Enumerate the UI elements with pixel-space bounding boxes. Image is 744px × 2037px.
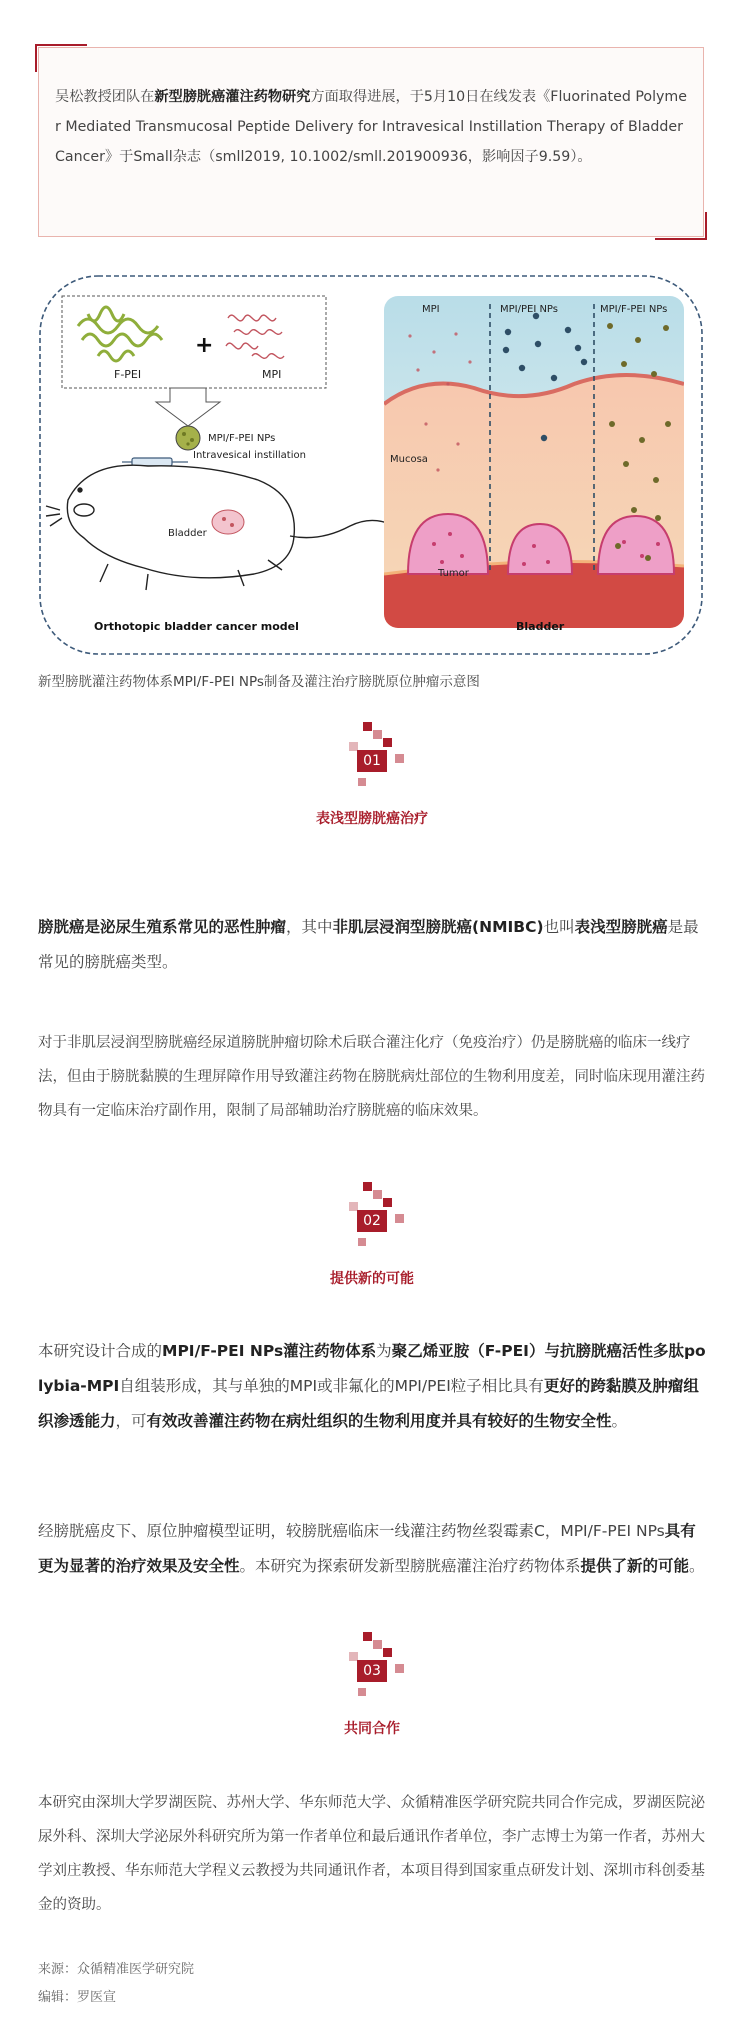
section-number: 03	[357, 1660, 387, 1682]
paragraph-research: 本研究设计合成的MPI/F-PEI NPs灌注药物体系为聚乙烯亚胺（F-PEI）与抗膀胱癌活性多肽polybia-MPI自组装形成，其与单独的MPI或非氟化的MPI/PEI粒子相比具有更好的跨黏膜及肿瘤组织渗透能力，可有效改善灌注药物在病灶组织的生物利用度并具有较好的生物安全性。	[38, 1342, 706, 1430]
section-header-01	[38, 720, 706, 840]
nps-label: MPI/F-PEI NPs	[208, 433, 276, 444]
tumor-label: Tumor	[438, 568, 469, 579]
mucosa-label: Mucosa	[390, 454, 428, 465]
schematic-figure	[38, 274, 704, 656]
col-mpi-pei-label: MPI/PEI NPs	[500, 304, 558, 315]
bladder-icon	[212, 510, 244, 534]
paragraph-nmibc: 膀胱癌是泌尿生殖系常见的恶性肿瘤，其中非肌层浸润型膀胱癌(NMIBC)也叫表浅型膀胱癌是最常见的膀胱癌类型。	[38, 918, 699, 971]
col-mpi-label: MPI	[422, 304, 440, 315]
paragraph-therapy: 对于非肌层浸润型膀胱癌经尿道膀胱肿瘤切除术后联合灌注化疗（免疫治疗）仍是膀胱癌的临床一线疗法，但由于膀胱黏膜的生理屏障作用导致灌注药物在膀胱病灶部位的生物利用度差，同时临床现用灌注药物具有一定临床治疗副作用，限制了局部辅助治疗膀胱癌的临床效果。	[38, 1035, 705, 1119]
source-line: 来源：众循精准医学研究院	[38, 1962, 195, 1977]
figure-caption: 新型膀胱灌注药物体系MPI/F-PEI NPs制备及灌注治疗膀胱原位肿瘤示意图	[38, 674, 480, 690]
plus-sign: +	[195, 333, 214, 358]
bladder-tissue-panel	[384, 296, 684, 628]
paragraph-collaboration: 本研究由深圳大学罗湖医院、苏州大学、华东师范大学、众循精准医学研究院共同合作完成，罗湖医院泌尿外科、深圳大学泌尿外科研究所为第一作者单位和最后通讯作者单位，李广志博士为第一作者，苏州大学刘庄教授、华东师范大学程义云教授为共同通讯作者，本项目得到国家重点研发计划、深圳市科创委基金的资助。	[38, 1795, 705, 1913]
intro-text: 吴松教授团队在新型膀胱癌灌注药物研究方面取得进展，于5月10日在线发表《Fluorinated Polymer Mediated Transmucosal Peptide Delivery for Intravesical Instillation Therapy of Bladder Cancer》于Small杂志（smll2019, 10.1002/smll.201900936，影响因子9.59）。	[55, 89, 687, 165]
intro-box	[38, 47, 704, 237]
section-header-02	[38, 1180, 706, 1300]
section-number: 02	[357, 1210, 387, 1232]
editor-line: 编辑：罗医宣	[38, 1990, 117, 2005]
nanoparticle-icon	[176, 426, 200, 450]
col-mpi-fpei-label: MPI/F-PEI NPs	[600, 304, 668, 315]
mpi-label: MPI	[262, 368, 282, 381]
paragraph-results: 经膀胱癌皮下、原位肿瘤模型证明，较膀胱癌临床一线灌注药物丝裂霉素C，MPI/F-PEI NPs具有更为显著的治疗效果及安全性。本研究为探索研发新型膀胱癌灌注治疗药物体系提供了新的可能。	[38, 1522, 705, 1575]
pixel-decoration-icon	[356, 1236, 376, 1250]
pixel-decoration-icon	[356, 776, 376, 790]
instillation-label: Intravesical instillation	[193, 450, 306, 461]
section-title: 共同合作	[344, 1721, 400, 1737]
f-pei-label: F-PEI	[114, 368, 142, 381]
section-title: 表浅型膀胱癌治疗	[316, 811, 428, 827]
section-header-03	[38, 1630, 706, 1750]
corner-decoration-bottom-right	[655, 212, 707, 240]
section-title: 提供新的可能	[330, 1271, 414, 1287]
bladder-bottom-label: Bladder	[516, 620, 565, 633]
pixel-decoration-icon	[356, 1686, 376, 1700]
corner-decoration-top-left	[35, 44, 87, 72]
model-label: Orthotopic bladder cancer model	[94, 620, 299, 633]
bladder-label: Bladder	[168, 528, 207, 539]
section-number: 01	[357, 750, 387, 772]
